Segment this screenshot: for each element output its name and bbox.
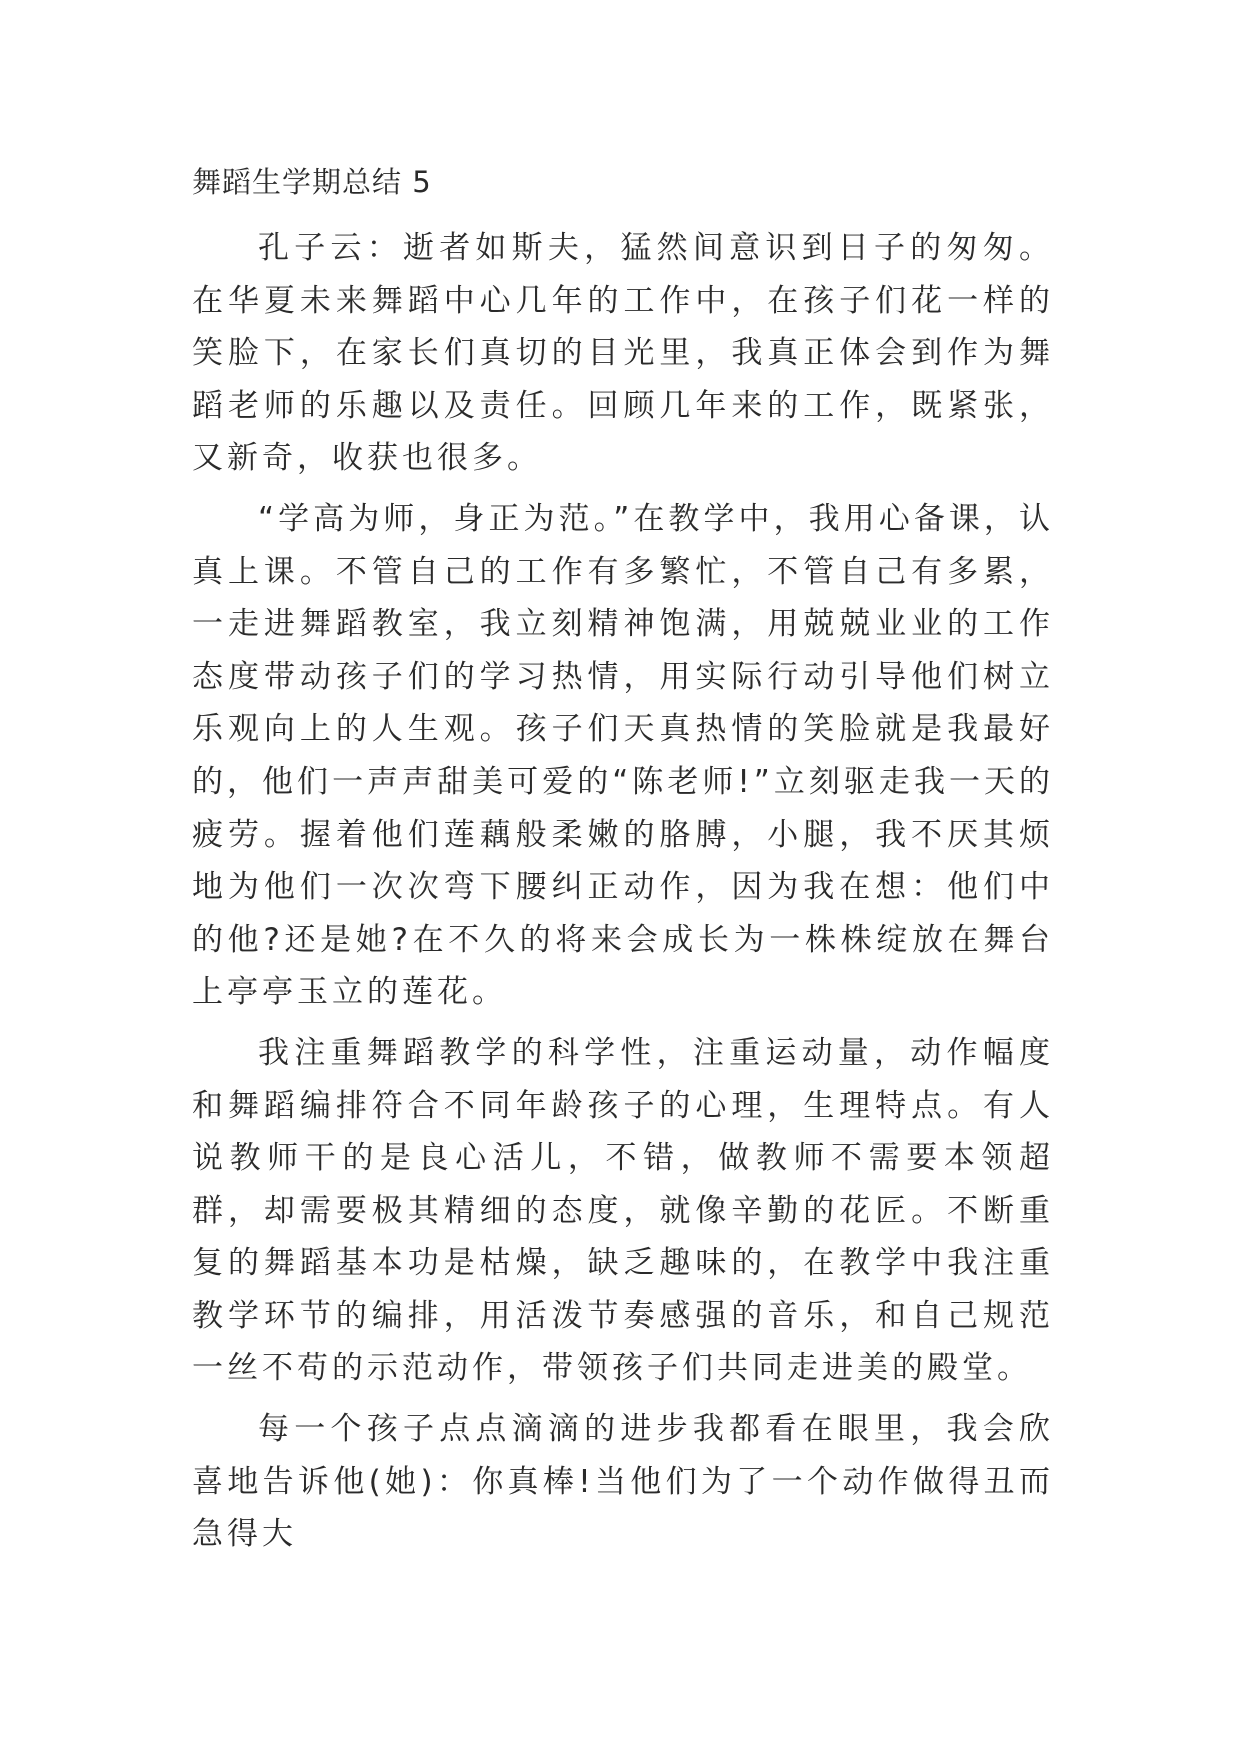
paragraph: 孔子云：逝者如斯夫，猛然间意识到日子的匆匆。在华夏未来舞蹈中心几年的工作中，在孩子们花一样的笑脸下，在家长们真切的目光里，我真正体会到作为舞蹈老师的乐趣以及责任。回顾几年来的工作，既紧张，又新奇，收获也很多。 xyxy=(192,230,1054,477)
paragraph: “学高为师，身正为范。”在教学中，我用心备课，认真上课。不管自己的工作有多繁忙，不管自己有多累，一走进舞蹈教室，我立刻精神饱满，用兢兢业业的工作态度带动孩子们的学习热情，用实际行动引导他们树立乐观向上的人生观。孩子们天真热情的笑脸就是我最好的，他们一声声甜美可爱的“陈老师!”立刻驱走我一天的疲劳。握着他们莲藕般柔嫩的胳膊，小腿，我不厌其烦地为他们一次次弯下腰纠正动作，因为我在想：他们中的他?还是她?在不久的将来会成长为一株株绽放在舞台上亭亭玉立的莲花。 xyxy=(192,500,1054,1011)
document-body xyxy=(192,222,1054,1569)
paragraph: 每一个孩子点点滴滴的进步我都看在眼里，我会欣喜地告诉他(她)：你真棒!当他们为了一个动作做得丑而急得大 xyxy=(192,1411,1054,1553)
paragraph: 我注重舞蹈教学的科学性，注重运动量，动作幅度和舞蹈编排符合不同年龄孩子的心理，生理特点。有人说教师干的是良心活儿，不错，做教师不需要本领超群，却需要极其精细的态度，就像辛勤的花匠。不断重复的舞蹈基本功是枯燥，缺乏趣味的，在教学中我注重教学环节的编排，用活泼节奏感强的音乐，和自己规范一丝不苟的示范动作，带领孩子们共同走进美的殿堂。 xyxy=(192,1034,1054,1387)
document-title: 舞蹈生学期总结 5 xyxy=(192,165,432,199)
